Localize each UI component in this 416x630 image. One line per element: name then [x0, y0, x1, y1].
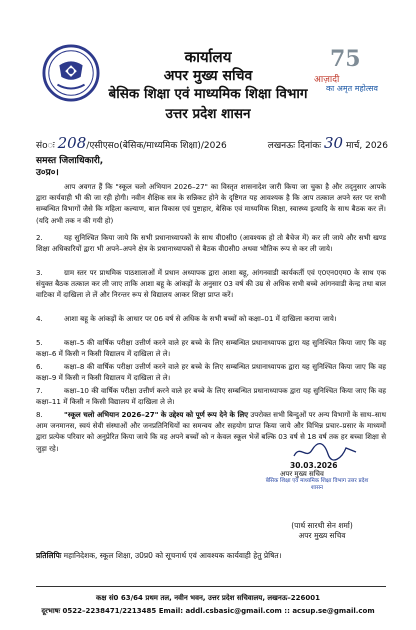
p7-number: 7.	[36, 386, 43, 395]
reference-line	[36, 134, 388, 152]
p3-number: 3.	[36, 268, 43, 277]
p3-text: ग्राम स्तर पर प्राथमिक पाठशालाओं में प्रधान अध्यापक द्वारा आशा बहू, आंगनवाडी कार्यकर्ती एवं ए0एन0एम0 के साथ एक संयुक्त बैठक तत्काल कर ली जाए ताकि आशा बहू के आंकड़ों के अनुसार 03 वर्ष की उम्र से अधिक सभी बच्चे आंगनवाडी केन्द्र तथा बाल वाटिका में दाखिला ले लें और निरन्तर रूप से विद्यालय आकर शिक्षा प्राप्त करें।	[36, 268, 386, 300]
p5-text: कक्षा–5 की वार्षिक परीक्षा उत्तीर्ण करने वाले हर बच्चे के लिए सम्बन्धित प्रधानाध्यापक द्वारा यह सुनिश्चित किया जाए कि वह कक्षा–6 में किसी न किसी विद्यालय में दाखिला ले ले।	[36, 338, 386, 359]
copy-to	[36, 551, 386, 561]
footer-address: कक्ष सं0 63/64 प्रथम तल, नवीन भवन, उत्तर प्रदेश सचिवालय, लखनऊ–226001	[95, 594, 320, 602]
copy-text: महानिदेशक, स्कूल शिक्षा, उ0प्र0 को सूचनार्थ एवं आवश्यक कार्यवाही हेतु प्रेषित।	[63, 551, 282, 560]
header-officer: अपर मुख्य सचिव	[163, 68, 253, 84]
paragraph-5	[36, 337, 386, 359]
paragraph-7	[36, 385, 386, 407]
p6-text: कक्षा–8 की वार्षिक परीक्षा उत्तीर्ण करने वाले हर बच्चे के लिए सम्बन्धित प्रधानाध्यापक द्वारा यह सुनिश्चित किया जाए कि वह कक्षा–9 में किसी न किसी विद्यालय में दाखिला ले ले।	[36, 362, 386, 383]
ref-date	[268, 134, 388, 152]
p2-number: 2.	[36, 233, 43, 242]
logo-line1: आज़ादी	[314, 75, 340, 85]
signature-scrawl	[290, 440, 360, 462]
p5-number: 5.	[36, 338, 43, 347]
p4-text: आशा बहू के आंकड़ों के आधार पर 06 वर्ष से अधिक के सभी बच्चों को कक्षा–01 में दाखिला कराया जाये।	[64, 314, 337, 323]
p8-bold-text: "स्कूल चलो अभियान 2026–27" के उद्देश्य को पूर्ण रूप देने के लिए	[64, 410, 249, 419]
signature-scrawl-title: अपर मुख्य सचिव	[280, 470, 324, 478]
ref-suffix: /एसीएसo(बेसिक/माध्यमिक शिक्षा)/2026	[86, 141, 227, 151]
date-day: 30	[323, 134, 344, 152]
addressee-line1: समस्त जिलाधिकारी,	[36, 156, 104, 166]
p6-number: 6.	[36, 362, 43, 371]
copy-label: प्रतिलिपिः	[36, 551, 62, 560]
paragraph-2	[36, 232, 386, 254]
paragraph-4	[36, 313, 386, 324]
logo-75: 75	[330, 46, 361, 72]
date-label: लखनऊः दिनांकः	[267, 141, 322, 151]
paragraph-1: आप अवगत हैं कि "स्कूल चलो अभियान 2026–27" का विस्तृत शासनादेश जारी किया जा चुका है और तद्नुसार आपके द्वारा कार्यवाही भी की जा रही होगी। नवीन शैक्षिक सत्र के सन्निकट होने के दृष्टिगत यह आवश्यक है कि आप तत्काल अपने स्तर पर सभी सम्बन्धित विभागों जैसे कि महिला कल्याण, बाल विकास एवं पुष्टाहार, बेसिक एवं माध्यमिक शिक्षा, स्वास्थ्य इत्यादि के साथ बैठक कर लें। (यदि अभी तक न की गयी हो)	[36, 182, 386, 225]
paragraph-6	[36, 361, 386, 383]
signature-date: 30.03.2026	[290, 461, 338, 470]
ref-number: 208	[57, 134, 87, 152]
footer-contact: दूरभाषः 0522–2238471/2213485 Email: addl.csbasic@gmail.com :: acsup.se@gmail.com	[41, 607, 375, 615]
header-office: कार्यालय	[184, 48, 232, 66]
paragraph-3	[36, 267, 386, 301]
signatory-title: अपर मुख्य सचिव	[298, 531, 346, 540]
header-department: बेसिक शिक्षा एवं माध्यमिक शिक्षा विभाग	[108, 86, 308, 102]
logo-line2: का अमृत महोत्सव	[326, 84, 379, 93]
footer-divider	[36, 586, 386, 587]
p4-number: 4.	[36, 314, 43, 323]
header-state: उत्तर प्रदेश शासन	[165, 106, 251, 122]
date-rest: मार्च, 2026	[345, 141, 388, 151]
signature-stamp: बेसिक शिक्षा एवं माध्यमिक शिक्षा विभाग उत्तर प्रदेश शासन	[265, 478, 369, 491]
ref-prefix: संoः	[36, 141, 55, 151]
signatory-name: (पार्थ सारथी सेन शर्मा)	[291, 521, 353, 530]
addressee-line2: उ०प्र०।	[36, 168, 59, 178]
p2-text: यह सुनिश्चित किया जाये कि सभी प्रधानाध्यापकों के साथ वी0सी0 (आवश्यक हो तो बैचेज में) कर ली जाये और सभी खण्ड शिक्षा अधिकारियों द्वारा भी अपने–अपने क्षेत्र के प्रधानाध्यापकों से बैठक वी0सी0 अथवा भौतिक रूप से कर ली जाये।	[36, 233, 386, 254]
p8-number: 8.	[36, 410, 43, 419]
signature-block	[252, 521, 392, 541]
p7-text: कक्षा–10 की वार्षिक परीक्षा उत्तीर्ण करने वाले हर बच्चे के लिए सम्बन्धित प्रधानाध्यापक द्वारा यह सुनिश्चित किया जाए कि वह कक्षा–11 में किसी न किसी विद्यालय में दाखिला ले ले।	[36, 386, 386, 407]
p8-text: उपरोक्त सभी बिन्दुओं पर अन्य विभागों के साथ–साथ आम जनमानस, स्वयं सेवी संस्थाओं और जनप्रतिनिधियों का समन्वय और सहयोग प्राप्त किया जाये और विभिन्न प्रचार–प्रसार के माध्यमों द्वारा प्रत्येक परिवार को अनुप्रेरित किया जाये कि वह अपने बच्चों को न केवल स्कूल भेजें बल्कि 03 वर्ष से 18 वर्ष तक हर बच्चा शिक्षा से जुड़ा रहे।	[36, 410, 386, 453]
